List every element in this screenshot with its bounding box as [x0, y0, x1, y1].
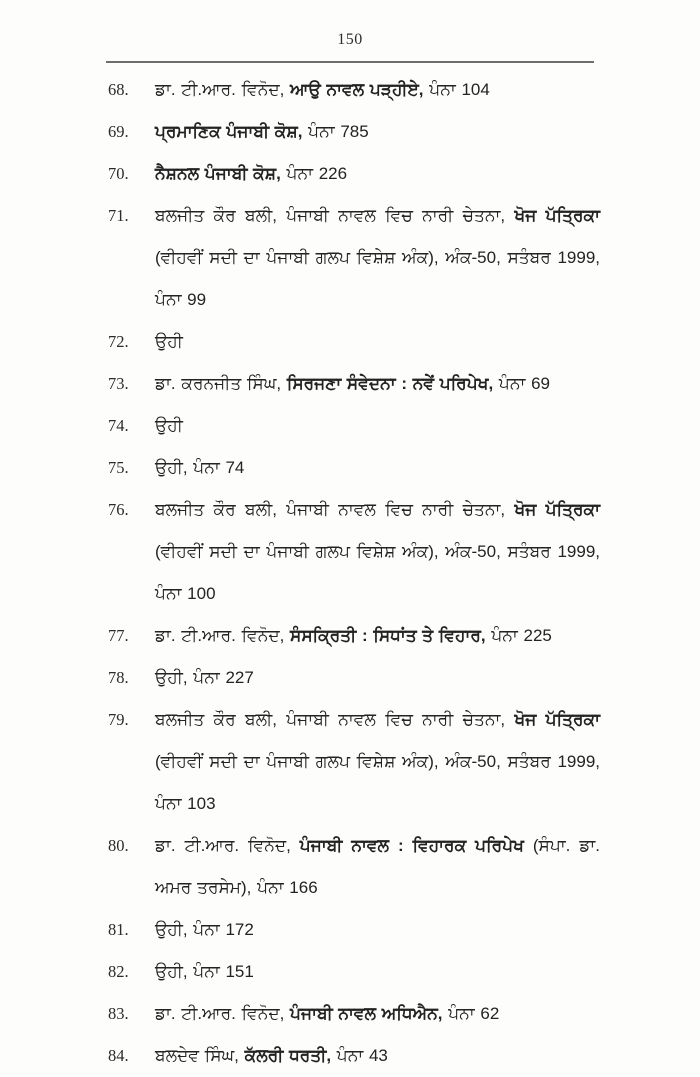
- item-number: 77.: [108, 626, 129, 645]
- text-segment: ਉਹੀ: [155, 416, 183, 435]
- text-segment: ਡਾ. ਟੀ.ਆਰ. ਵਿਨੋਦ,: [155, 1004, 291, 1023]
- item-text: [155, 447, 600, 489]
- text-segment: ਬਲਜੀਤ ਕੌਰ ਬਲੀ, ਪੰਜਾਬੀ ਨਾਵਲ ਵਿਚ ਨਾਰੀ ਚੇਤਨਾ,: [155, 206, 515, 225]
- item-number: 70.: [108, 164, 129, 183]
- list-item: [108, 951, 600, 993]
- item-text: [155, 153, 600, 195]
- item-text: [155, 993, 600, 1035]
- title-segment: ਪੰਜਾਬੀ ਨਾਵਲ : ਵਿਹਾਰਕ ਪਰਿਪੇਖ: [299, 836, 524, 855]
- text-segment: ਉਹੀ, ਪੰਨਾ 172: [155, 920, 254, 939]
- text-segment: ਬਲਦੇਵ ਸਿੰਘ,: [155, 1046, 245, 1065]
- list-item: [108, 1035, 600, 1077]
- list-item: [108, 69, 600, 111]
- item-text: [155, 69, 600, 111]
- text-segment: ਪੰਨਾ 785: [302, 122, 369, 141]
- text-segment: ਪੰਨਾ 69: [493, 374, 550, 393]
- list-item: [108, 405, 600, 447]
- list-item: [108, 489, 600, 615]
- page-header: [0, 0, 700, 49]
- text-segment: ਪੰਨਾ 104: [423, 80, 490, 99]
- title-segment: ਖੋਜ ਪੱਤ੍ਰਿਕਾ: [514, 710, 600, 729]
- item-number: 79.: [108, 710, 129, 729]
- item-text: [155, 657, 600, 699]
- item-number: 84.: [108, 1046, 129, 1065]
- item-text: [155, 489, 600, 615]
- list-item: [108, 195, 600, 321]
- text-segment: (ਵੀਹਵੀਂ ਸਦੀ ਦਾ ਪੰਜਾਬੀ ਗਲਪ ਵਿਸ਼ੇਸ਼ ਅੰਕ), ਅੰਕ-50, ਸਤੰਬਰ 1999, ਪੰਨਾ 100: [155, 542, 600, 603]
- title-segment: ਨੈਸ਼ਨਲ ਪੰਜਾਬੀ ਕੋਸ਼,: [155, 164, 281, 183]
- item-number: 78.: [108, 668, 129, 687]
- text-segment: ਬਲਜੀਤ ਕੌਰ ਬਲੀ, ਪੰਜਾਬੀ ਨਾਵਲ ਵਿਚ ਨਾਰੀ ਚੇਤਨਾ,: [155, 500, 515, 519]
- title-segment: ਖੋਜ ਪੱਤ੍ਰਿਕਾ: [514, 206, 600, 225]
- item-number: 80.: [108, 836, 129, 855]
- title-segment: ਕੱਲਰੀ ਧਰਤੀ,: [244, 1046, 332, 1065]
- page-number: 150: [337, 31, 363, 48]
- title-segment: ਆਉ ਨਾਵਲ ਪੜ੍ਹੀਏ,: [290, 80, 424, 99]
- list-item: [108, 615, 600, 657]
- text-segment: ਪੰਨਾ 225: [485, 626, 552, 645]
- item-text: [155, 405, 600, 447]
- text-segment: ਉਹੀ, ਪੰਨਾ 151: [155, 962, 254, 981]
- text-segment: ਪੰਨਾ 43: [331, 1046, 388, 1065]
- list-item: [108, 321, 600, 363]
- item-text: [155, 321, 600, 363]
- list-item: [108, 909, 600, 951]
- text-segment: ਡਾ. ਟੀ.ਆਰ. ਵਿਨੋਦ,: [155, 836, 300, 855]
- item-text: [155, 111, 600, 153]
- text-segment: ਉਹੀ, ਪੰਨਾ 74: [155, 458, 245, 477]
- item-text: [155, 825, 600, 909]
- title-segment: ਖੋਜ ਪੱਤ੍ਰਿਕਾ: [514, 500, 600, 519]
- item-text: [155, 363, 600, 405]
- list-item: [108, 993, 600, 1035]
- list-item: [108, 825, 600, 909]
- item-number: 83.: [108, 1004, 129, 1023]
- title-segment: ਸੰਸਕ੍ਰਿਤੀ : ਸਿਧਾਂਤ ਤੇ ਵਿਹਾਰ,: [290, 626, 486, 645]
- text-segment: (ਸੰਪਾ. ਡਾ. ਅਮਰ ਤਰਸੇਮ), ਪੰਨਾ 166: [155, 836, 600, 897]
- item-number: 82.: [108, 962, 129, 981]
- list-item: [108, 111, 600, 153]
- text-segment: ਡਾ. ਟੀ.ਆਰ. ਵਿਨੋਦ,: [155, 80, 291, 99]
- text-segment: ਉਹੀ: [155, 332, 183, 351]
- item-number: 71.: [108, 206, 129, 225]
- item-text: [155, 909, 600, 951]
- text-segment: ਡਾ. ਕਰਨਜੀਤ ਸਿੰਘ,: [155, 374, 287, 393]
- item-number: 72.: [108, 332, 129, 351]
- item-number: 74.: [108, 416, 129, 435]
- item-number: 68.: [108, 80, 129, 99]
- text-segment: ਪੰਨਾ 226: [280, 164, 348, 183]
- text-segment: ਉਹੀ, ਪੰਨਾ 227: [155, 668, 254, 687]
- item-number: 81.: [108, 920, 129, 939]
- list-item: [108, 447, 600, 489]
- item-number: 69.: [108, 122, 129, 141]
- item-number: 73.: [108, 374, 129, 393]
- text-segment: (ਵੀਹਵੀਂ ਸਦੀ ਦਾ ਪੰਜਾਬੀ ਗਲਪ ਵਿਸ਼ੇਸ਼ ਅੰਕ), ਅੰਕ-50, ਸਤੰਬਰ 1999, ਪੰਨਾ 103: [155, 752, 600, 813]
- text-segment: (ਵੀਹਵੀਂ ਸਦੀ ਦਾ ਪੰਜਾਬੀ ਗਲਪ ਵਿਸ਼ੇਸ਼ ਅੰਕ), ਅੰਕ-50, ਸਤੰਬਰ 1999, ਪੰਨਾ 99: [155, 248, 600, 309]
- title-segment: ਪੰਜਾਬੀ ਨਾਵਲ ਅਧਿਐਨ,: [290, 1004, 443, 1023]
- item-number: 76.: [108, 500, 129, 519]
- title-segment: ਸਿਰਜਣਾ ਸੰਵੇਦਨਾ : ਨਵੇਂ ਪਰਿਪੇਖ,: [286, 374, 494, 393]
- reference-list: [0, 63, 700, 1077]
- item-text: [155, 1035, 600, 1077]
- item-text: [155, 195, 600, 321]
- item-text: [155, 951, 600, 993]
- title-segment: ਪ੍ਰਮਾਣਿਕ ਪੰਜਾਬੀ ਕੋਸ਼,: [155, 122, 303, 141]
- list-item: [108, 363, 600, 405]
- text-segment: ਪੰਨਾ 62: [442, 1004, 500, 1023]
- list-item: [108, 657, 600, 699]
- text-segment: ਬਲਜੀਤ ਕੌਰ ਬਲੀ, ਪੰਜਾਬੀ ਨਾਵਲ ਵਿਚ ਨਾਰੀ ਚੇਤਨਾ,: [155, 710, 515, 729]
- text-segment: ਡਾ. ਟੀ.ਆਰ. ਵਿਨੋਦ,: [155, 626, 291, 645]
- list-item: [108, 153, 600, 195]
- item-text: [155, 699, 600, 825]
- list-item: [108, 699, 600, 825]
- item-text: [155, 615, 600, 657]
- item-number: 75.: [108, 458, 129, 477]
